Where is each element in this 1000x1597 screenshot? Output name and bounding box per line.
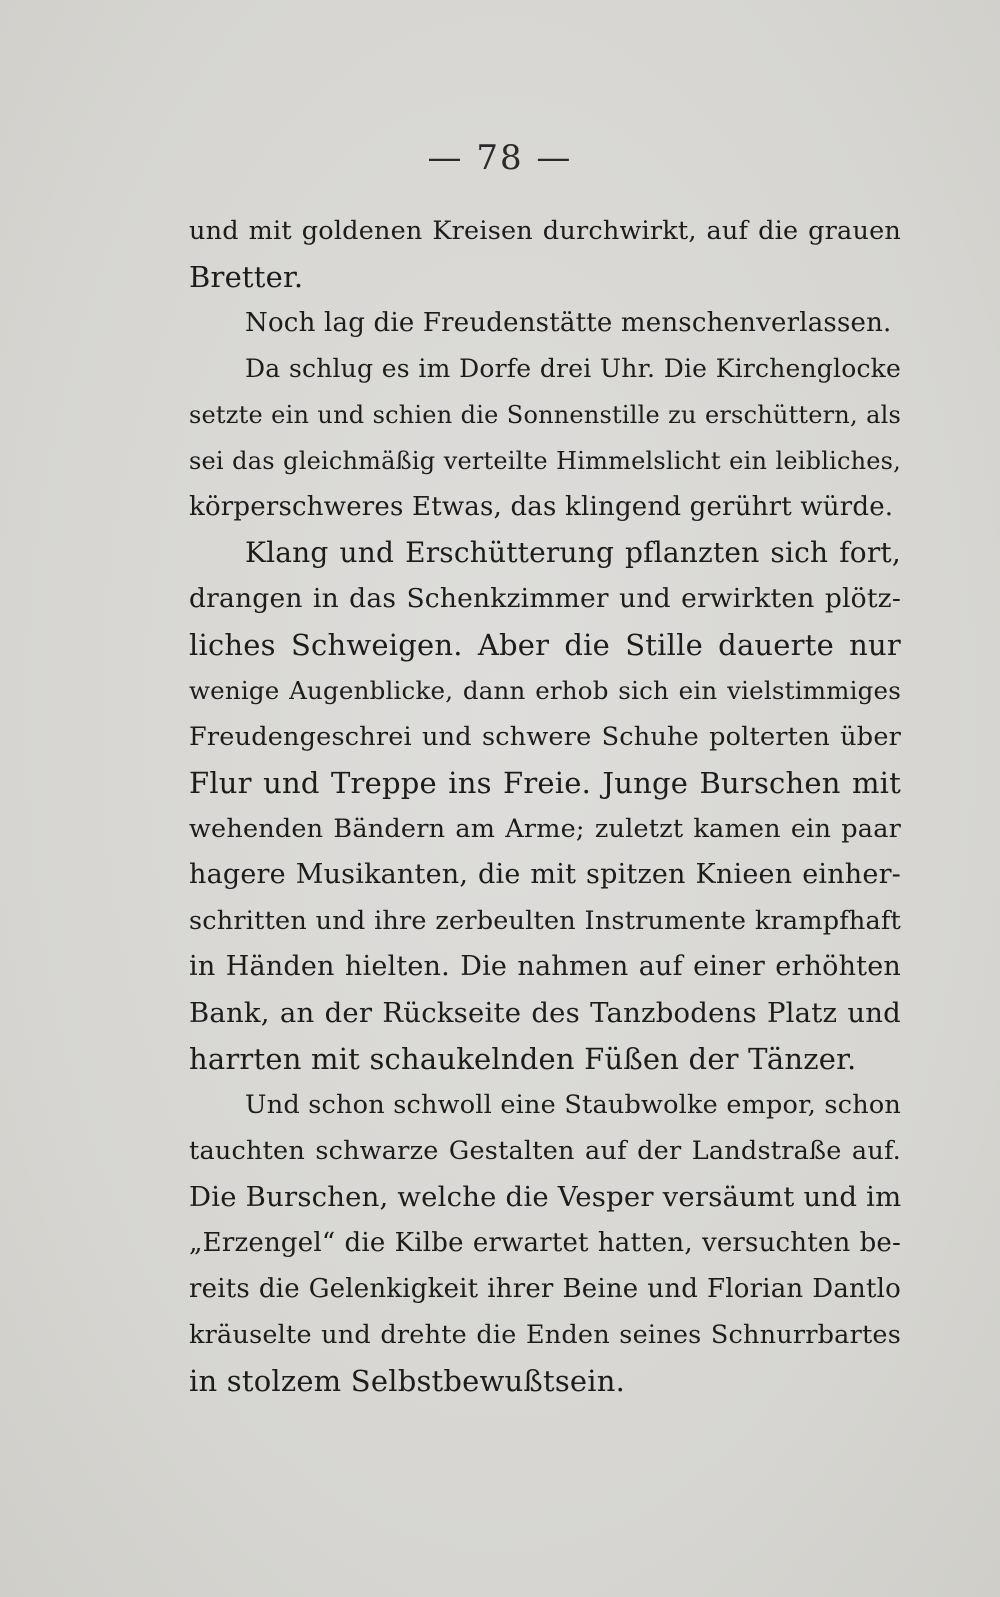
body-text (189, 208, 901, 1404)
text-line: Die Burschen, welche die Vesper versäumt und im (189, 1181, 902, 1213)
text-line: harrten mit schaukelnden Füßen der Tänzer. (189, 1042, 857, 1076)
text-line: Noch lag die Freudenstätte menschenverlassen. (245, 308, 892, 338)
text-line: Bank, an der Rückseite des Tanzbodens Platz und (189, 997, 901, 1029)
text-line: Freudengeschrei und schwere Schuhe polterten über (189, 722, 901, 752)
text-line: sei das gleichmäßig verteilte Himmelslicht ein leibliches, (189, 447, 901, 475)
text-line: Und schon schwoll eine Staubwolke empor, schon (245, 1090, 901, 1120)
text-line: körperschweres Etwas, das klingend gerührt würde. (189, 492, 894, 522)
text-line: wehenden Bändern am Arme; zuletzt kamen ein paar (189, 814, 901, 844)
text-line: und mit goldenen Kreisen durchwirkt, auf die grauen (189, 216, 901, 246)
text-line: reits die Gelenkigkeit ihrer Beine und Florian Dantlo (189, 1274, 901, 1304)
text-line: wenige Augenblicke, dann erhob sich ein vielstimmiges (189, 676, 901, 705)
text-line: Bretter. (189, 260, 304, 294)
text-line: liches Schweigen. Aber die Stille dauerte nur (189, 628, 901, 662)
text-line: „Erzengel“ die Kilbe erwartet hatten, versuchten be- (189, 1228, 901, 1258)
text-line: in stolzem Selbstbewußtsein. (189, 1364, 626, 1398)
text-line: Klang und Erschütterung pflanzten sich fort, (245, 536, 901, 569)
text-line: tauchten schwarze Gestalten auf der Landstraße auf. (189, 1136, 901, 1166)
text-line: kräuselte und drehte die Enden seines Schnurrbartes (189, 1320, 901, 1350)
text-line: setzte ein und schien die Sonnenstille zu erschüttern, als (189, 401, 901, 429)
text-line: drangen in das Schenkzimmer und erwirkten plötz- (189, 583, 901, 614)
text-line: schritten und ihre zerbeulten Instrumente krampfhaft (189, 906, 901, 936)
page-number: — 78 — (427, 138, 573, 178)
text-line: Flur und Treppe ins Freie. Junge Burschen mit (189, 766, 901, 800)
text-line: hagere Musikanten, die mit spitzen Knieen einher- (189, 859, 901, 890)
text-line: Da schlug es im Dorfe drei Uhr. Die Kirchenglocke (245, 354, 901, 383)
text-line: in Händen hielten. Die nahmen auf einer erhöhten (189, 951, 901, 982)
